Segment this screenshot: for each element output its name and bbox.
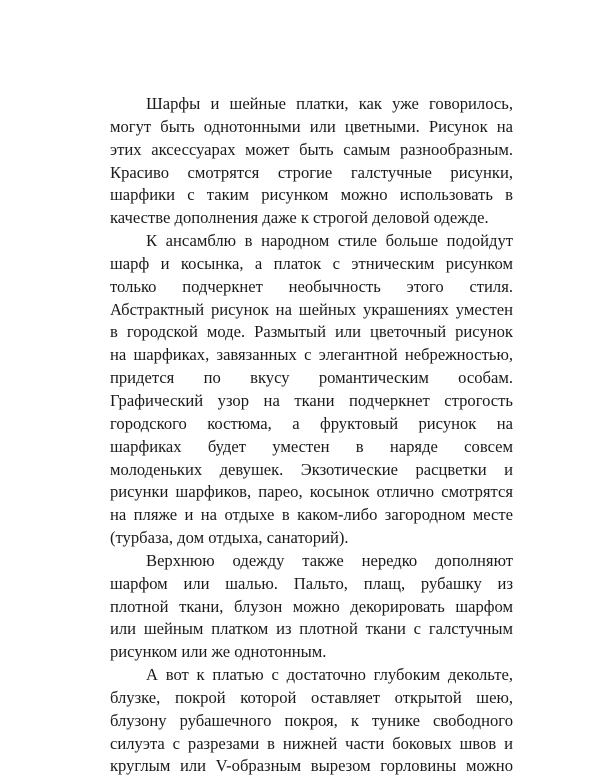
- text-line: А вот к платью с достаточно глубоким декольте,: [146, 665, 513, 685]
- text-line: могут быть однотонными или цветными. Рисунок на: [110, 116, 513, 136]
- text-line: К ансамблю в народном стиле больше подойдут: [146, 231, 513, 251]
- text-line: на шарфиках, завязанных с элегантной небрежностью,: [110, 345, 513, 365]
- text-line: шарфиках будет уместен в наряде совсем: [110, 436, 513, 456]
- text-line: Красиво смотрятся строгие галстучные рисунки,: [110, 162, 513, 182]
- text-line: Шарфы и шейные платки, как уже говорилось,: [146, 94, 513, 113]
- text-line: этих аксессуарах может быть самым разнообразным.: [110, 139, 513, 159]
- text-line: Абстрактный рисунок на шейных украшениях уместен: [110, 299, 513, 319]
- text-line: (турбаза, дом отдыха, санаторий).: [110, 528, 349, 548]
- text-line: блузону рубашечного покроя, к тунике свободного: [110, 710, 513, 730]
- text-line: или шейным платком из плотной ткани с галстучным: [110, 619, 513, 639]
- text-line: блузке, покрой которой оставляет открытой шею,: [110, 687, 513, 707]
- text-line: плотной ткани, блузон можно декорировать шарфом: [110, 596, 513, 616]
- text-line: круглым или V-образным вырезом горловины можно: [110, 756, 513, 776]
- text-line: рисунки шарфиков, парео, косынок отлично смотрятся: [110, 482, 513, 502]
- text-line: придется по вкусу романтическим особам.: [110, 368, 513, 388]
- text-line: в городской моде. Размытый или цветочный рисунок: [110, 322, 513, 342]
- text-body: [110, 93, 513, 778]
- text-line: шарф и косынка, а платок с этническим рисунком: [110, 253, 513, 273]
- text-line: Графический узор на ткани подчеркнет строгость: [110, 390, 513, 410]
- text-line: силуэта с разрезами в нижней части боковых швов и: [110, 733, 513, 753]
- paragraph-1: [110, 93, 513, 230]
- text-line: на пляже и на отдыхе в каком-либо загородном месте: [110, 505, 513, 525]
- paragraph-3: [110, 550, 513, 664]
- text-line: качестве дополнения даже к строгой деловой одежде.: [110, 208, 489, 228]
- text-line: только подчеркнет необычность этого стиля.: [110, 276, 513, 296]
- text-line: рисунком или же однотонным.: [110, 642, 327, 662]
- text-line: шарфики с таким рисунком можно использовать в: [110, 185, 513, 205]
- paragraph-4: [110, 664, 513, 778]
- text-line: молоденьких девушек. Экзотические расцветки и: [110, 459, 513, 479]
- text-line: Верхнюю одежду также нередко дополняют: [146, 550, 513, 570]
- paragraph-2: [110, 230, 513, 550]
- text-line: шарфом или шалью. Пальто, плащ, рубашку из: [110, 573, 513, 593]
- text-line: городского костюма, а фруктовый рисунок на: [110, 413, 513, 433]
